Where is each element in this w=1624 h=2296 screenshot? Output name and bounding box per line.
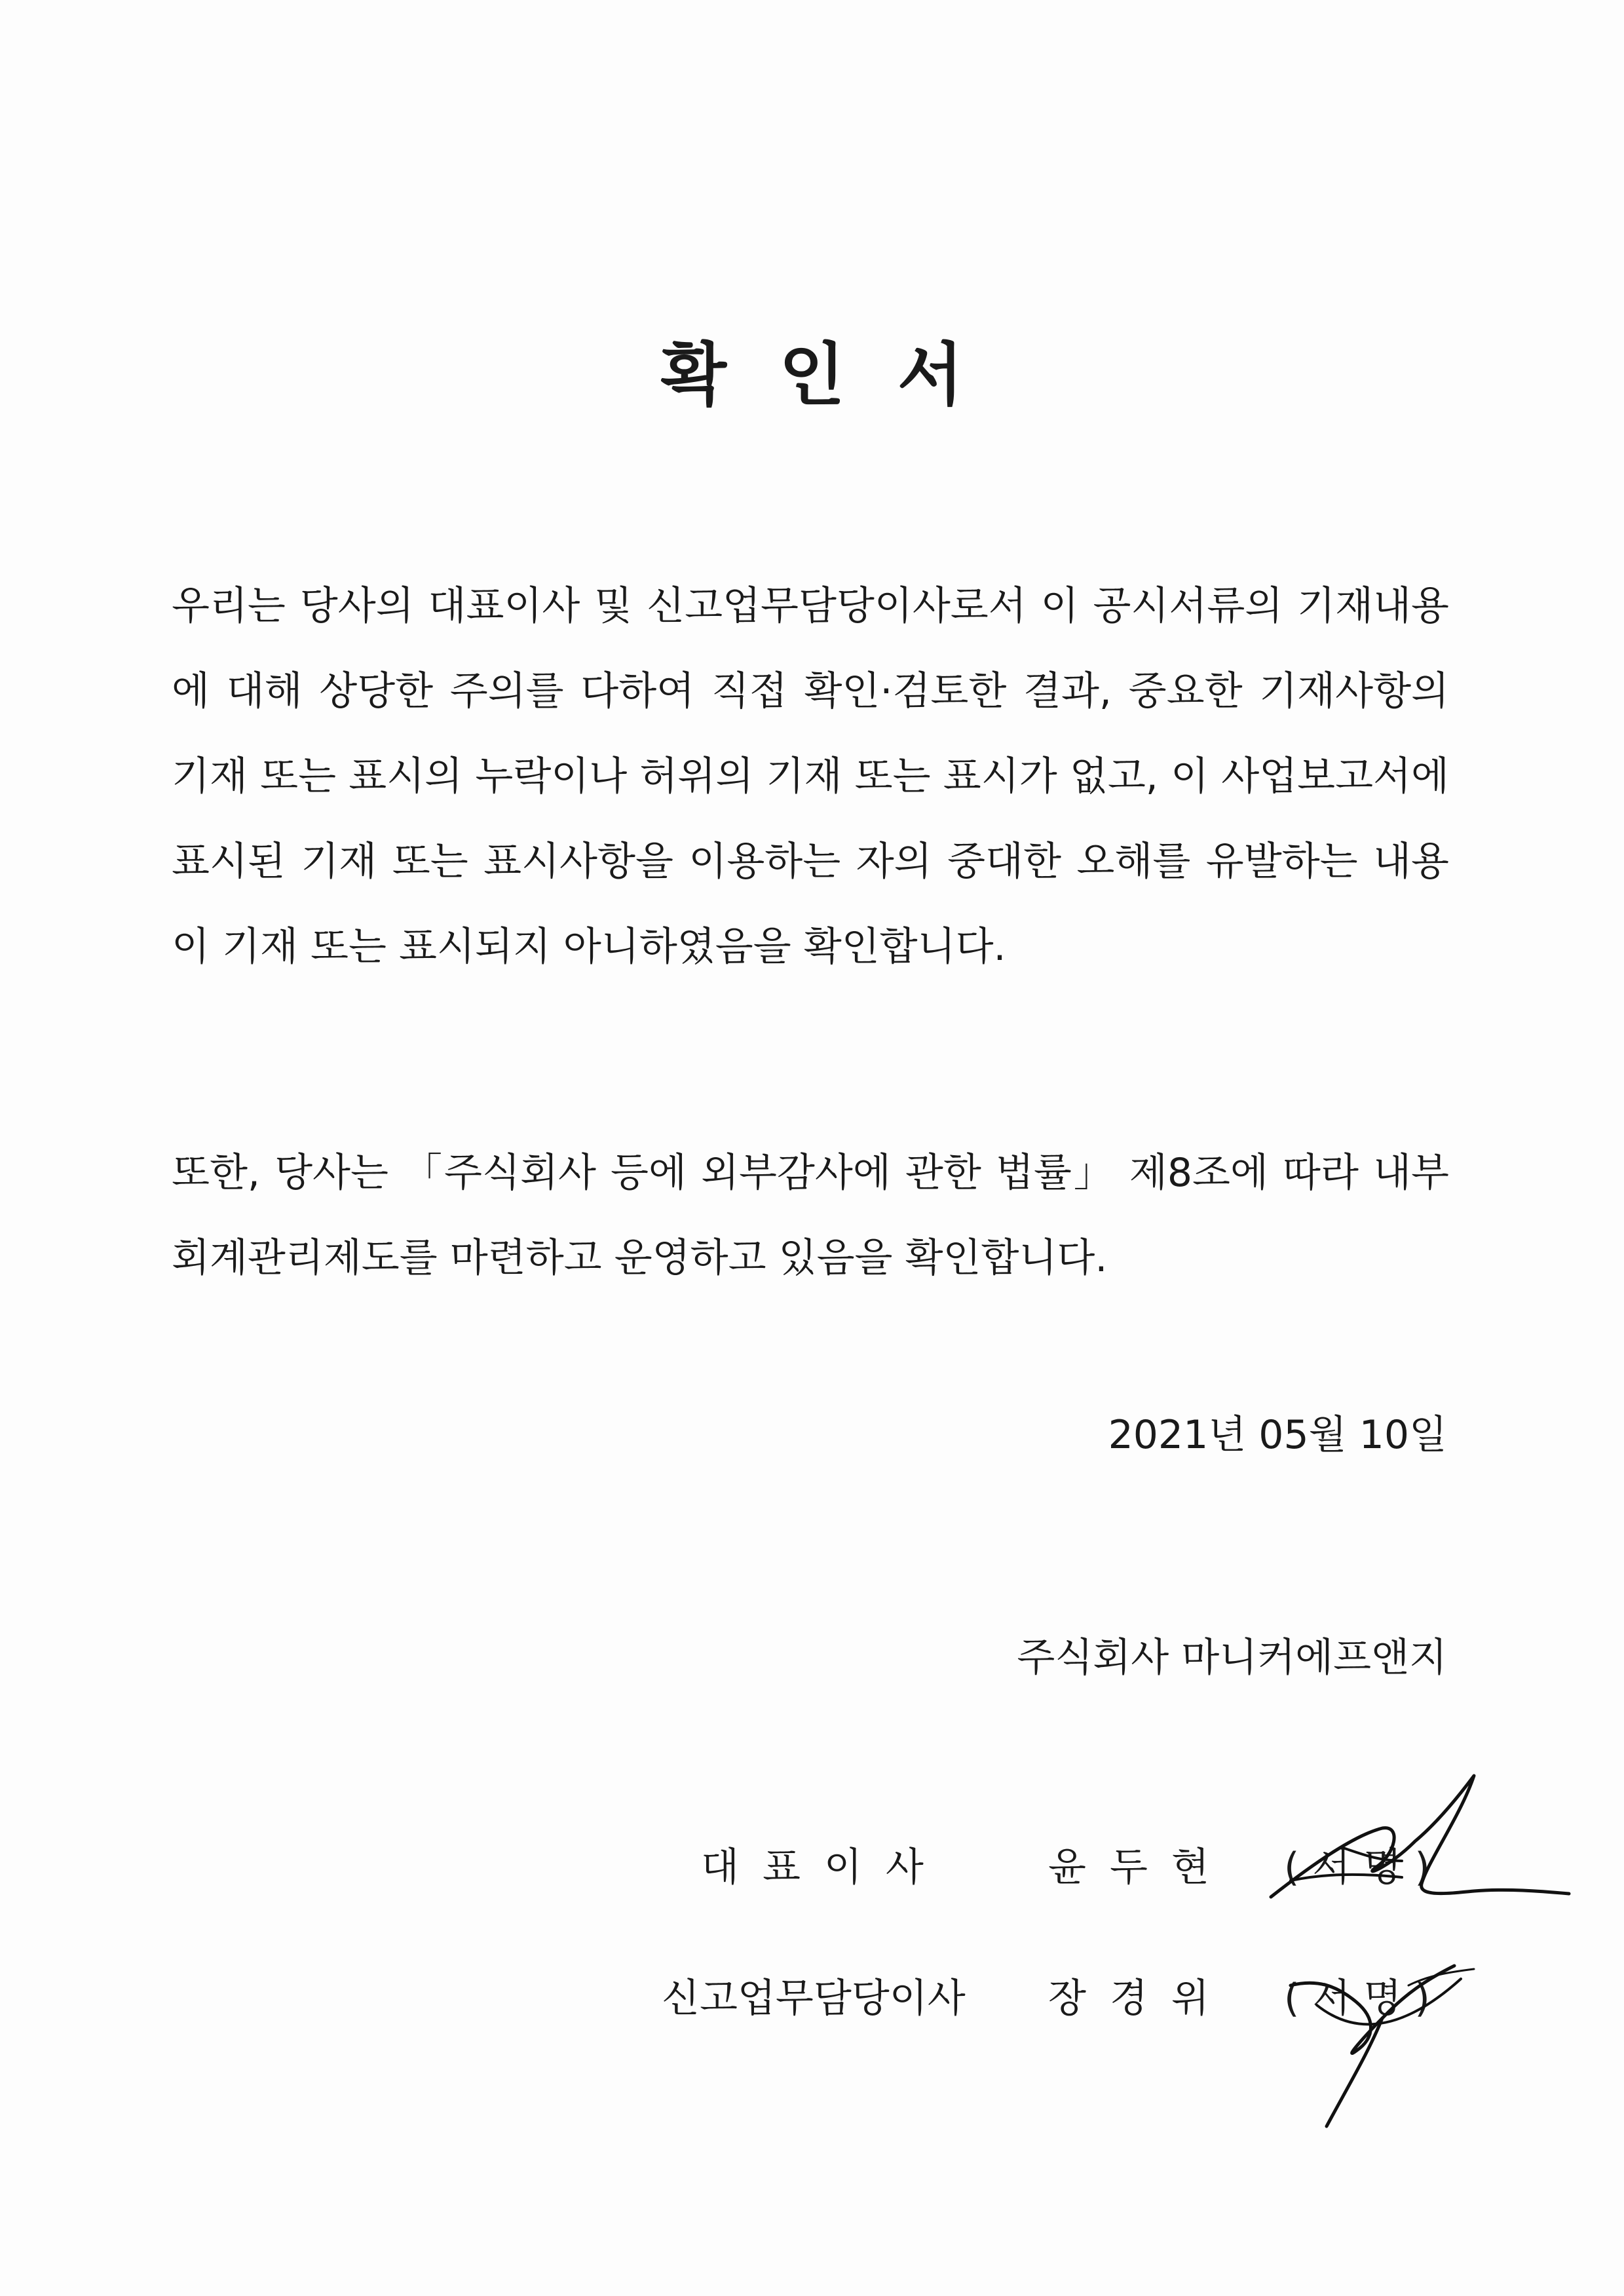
company-name: 주식회사 마니커에프앤지 [1017,1635,1447,1681]
signatory-role: 대표이사 [701,1845,947,1890]
confirmation-paragraph: 우리는 당사의 대표이사 및 신고업무담당이사로서 이 공시서류의 기재내용에 대해 상당한 주의를 다하여 직접 확인·검토한 결과, 중요한 기재사항의 기재 또는 표시의 누락이나 허위의 기재 또는 표시가 없고, 이 사업보고서에 표시된 기재 또는 표시사항을 이용하는 자의 중대한 오해를 유발하는 내용이 기재 또는 표시되지 아니하였음을 확인합니다. [172,583,1449,970]
handwritten-signature-director [1277,1940,1487,2136]
internal-control-paragraph: 또한, 당사는 「주식회사 등에 외부감사에 관한 법률」 제8조에 따라 내부회계관리제도를 마련하고 운영하고 있음을 확인합니다. [172,1150,1449,1281]
signature-placeholder: (서명) [1284,1976,1443,2021]
handwritten-signature-ceo [1264,1763,1572,1913]
signatory-role: 신고업무담당이사 [662,1976,966,2021]
signature-placeholder: (서명) [1284,1845,1443,1890]
document-title: 확 인 서 [660,335,964,415]
signatory-name: 장경위 [1048,1976,1233,2021]
document-date: 2021년 05월 10일 [1108,1412,1447,1458]
signatory-name: 윤두현 [1048,1845,1233,1890]
